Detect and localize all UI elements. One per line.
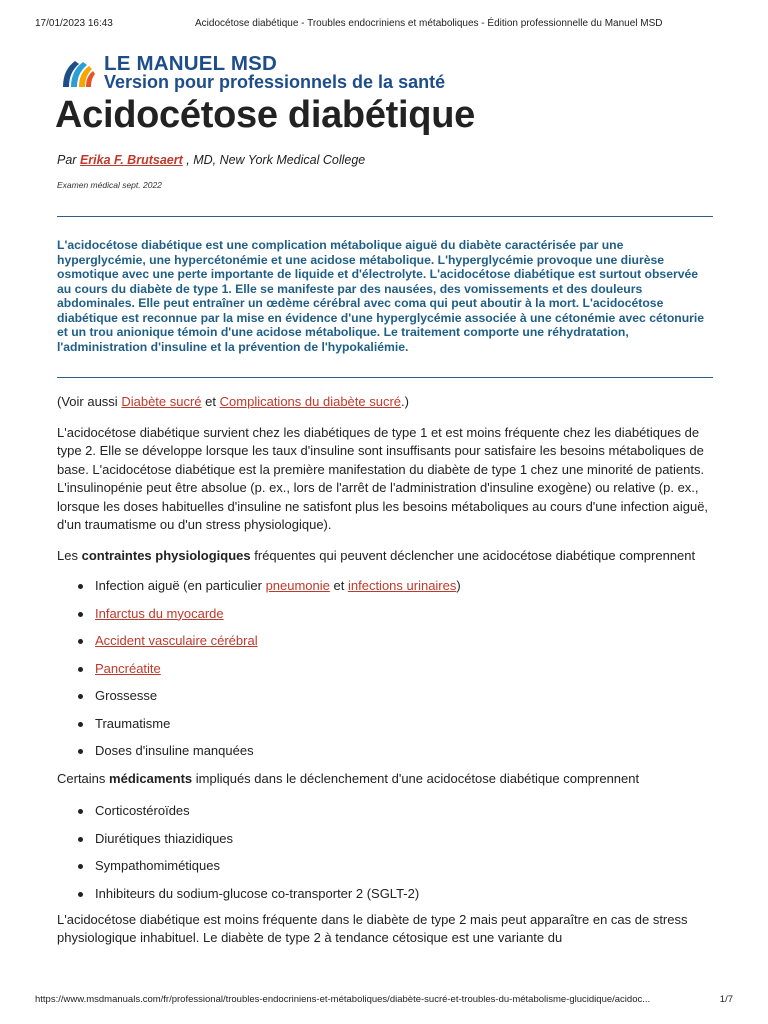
article-body xyxy=(57,393,713,960)
author-link[interactable]: Erika F. Brutsaert xyxy=(79,153,183,167)
paragraph-type2: L'acidocétose diabétique est moins fréquente dans le diabète de type 2 mais peut apparaître en cas de stress physiologique inhabituel. Le diabète de type 2 à tendance cétosique est une variante du xyxy=(57,911,688,945)
list-item: Inhibiteurs du sodium-glucose co-transporter 2 (SGLT-2) xyxy=(95,885,713,905)
constraints-intro-after: fréquentes qui peuvent déclencher une acidocétose diabétique comprennent xyxy=(254,547,696,563)
list-item: Doses d'insuline manquées xyxy=(95,742,713,770)
list-item: Traumatisme xyxy=(95,715,713,743)
constraints-intro xyxy=(57,547,713,566)
list-item xyxy=(95,660,713,688)
list-item-connector: et xyxy=(333,578,345,593)
see-also-suffix: .) xyxy=(401,394,409,409)
list-item xyxy=(95,632,713,660)
msd-logo-icon xyxy=(57,53,97,93)
article-summary: L'acidocétose diabétique est une complication métabolique aiguë du diabète caractérisée par une hyperglycémie, une hypercétonémie et une acidose métabolique. L'hyperglycémie provoque une diurèse osmotique avec une perte importante de liquide et d'électrolyte. L'acidocétose diabétique est surtout observée au cours du diabète de type 1. Elle se manifeste par des nausées, des vomissements et des douleurs abdominales. Elle peut entraîner un œdème cérébral avec coma qui peut aboutir à la mort. L'acidocétose diabétique est reconnue par la mise en évidence d'une hyperglycémie associée à une cétonémie avec cétonurie et un trou anionique témoin d'une acidose métabolique. Le traitement comporte une réhydratation, l'administration d'insuline et la prévention de l'hypokaliémie. xyxy=(57,238,705,354)
list-item xyxy=(95,577,713,605)
link-accident-vasculaire-cerebral[interactable]: Accident vasculaire cérébral xyxy=(95,633,258,648)
author-line xyxy=(57,153,365,167)
constraints-intro-bold: contraintes physiologiques xyxy=(81,547,251,563)
summary-top-divider xyxy=(57,216,713,217)
article-content xyxy=(55,50,713,945)
list-item: Corticostéroïdes xyxy=(95,802,713,830)
drugs-intro xyxy=(57,770,713,789)
paragraph-intro: L'acidocétose diabétique survient chez les diabétiques de type 1 et est moins fréquente chez les diabétiques de type 2. Elle se développe lorsque les taux d'insuline sont insuffisants pour satisfaire les besoins métaboliques de base. L'acidocétose diabétique est la première manifestation du diabète de type 1 chez une minorité de patients. L'insulinopénie peut être absolue (p. ex., lors de l'arrêt de l'administration d'insuline exogène) ou relative (p. ex., lorsque les doses habituelles d'insuline ne satisfont plus les besoins métaboliques au cours d'une infection aiguë, d'un traumatisme ou d'un stress physiologique). xyxy=(57,424,709,532)
list-item-close-paren: ) xyxy=(456,578,461,593)
list-item: Grossesse xyxy=(95,687,713,715)
constraints-list xyxy=(57,577,713,770)
print-footer xyxy=(0,994,768,1024)
author-affiliation: , MD, New York Medical College xyxy=(186,153,366,167)
print-url: https://www.msdmanuals.com/fr/professional/troubles-endocriniens-et-métaboliques/diabète-sucré-et-troubles-du-métabolisme-glucidique/acidoc... xyxy=(35,994,651,1005)
author-prefix: Par xyxy=(57,153,77,167)
list-item: Diurétiques thiazidiques xyxy=(95,830,713,858)
page-number: 1/7 xyxy=(719,994,733,1005)
print-date: 17/01/2023 16:43 xyxy=(35,18,113,29)
list-item: Sympathomimétiques xyxy=(95,857,713,885)
link-pneumonie[interactable]: pneumonie xyxy=(265,578,330,593)
drugs-intro-bold: médicaments xyxy=(109,770,193,786)
print-page-title: Acidocétose diabétique - Troubles endocriniens et métaboliques - Édition professionnelle du Manuel MSD xyxy=(195,18,663,29)
constraints-intro-before: Les xyxy=(57,547,78,563)
print-header xyxy=(0,0,768,40)
link-diabete-sucre[interactable]: Diabète sucré xyxy=(121,394,202,409)
article-title: Acidocétose diabétique xyxy=(55,94,475,136)
link-infections-urinaires[interactable]: infections urinaires xyxy=(347,578,457,593)
brand-header[interactable] xyxy=(57,50,713,96)
drugs-list xyxy=(57,802,713,905)
see-also-prefix: (Voir aussi xyxy=(57,394,118,409)
link-pancreatite[interactable]: Pancréatite xyxy=(95,660,161,676)
link-complications-diabete[interactable]: Complications du diabète sucré xyxy=(219,394,402,409)
list-item xyxy=(95,605,713,633)
brand-subtitle: Version pour professionnels de la santé xyxy=(104,72,446,92)
link-infarctus-myocarde[interactable]: Infarctus du myocarde xyxy=(95,605,224,621)
brand-name: LE MANUEL MSD xyxy=(104,52,278,75)
drugs-intro-before: Certains xyxy=(57,770,106,786)
review-date: Examen médical sept. 2022 xyxy=(57,180,162,190)
see-also xyxy=(57,393,713,412)
see-also-middle: et xyxy=(205,394,217,409)
summary-bottom-divider xyxy=(57,377,713,378)
list-item-text: Infection aiguë (en particulier xyxy=(95,578,262,593)
drugs-intro-after: impliqués dans le déclenchement d'une acidocétose diabétique comprennent xyxy=(195,770,640,786)
